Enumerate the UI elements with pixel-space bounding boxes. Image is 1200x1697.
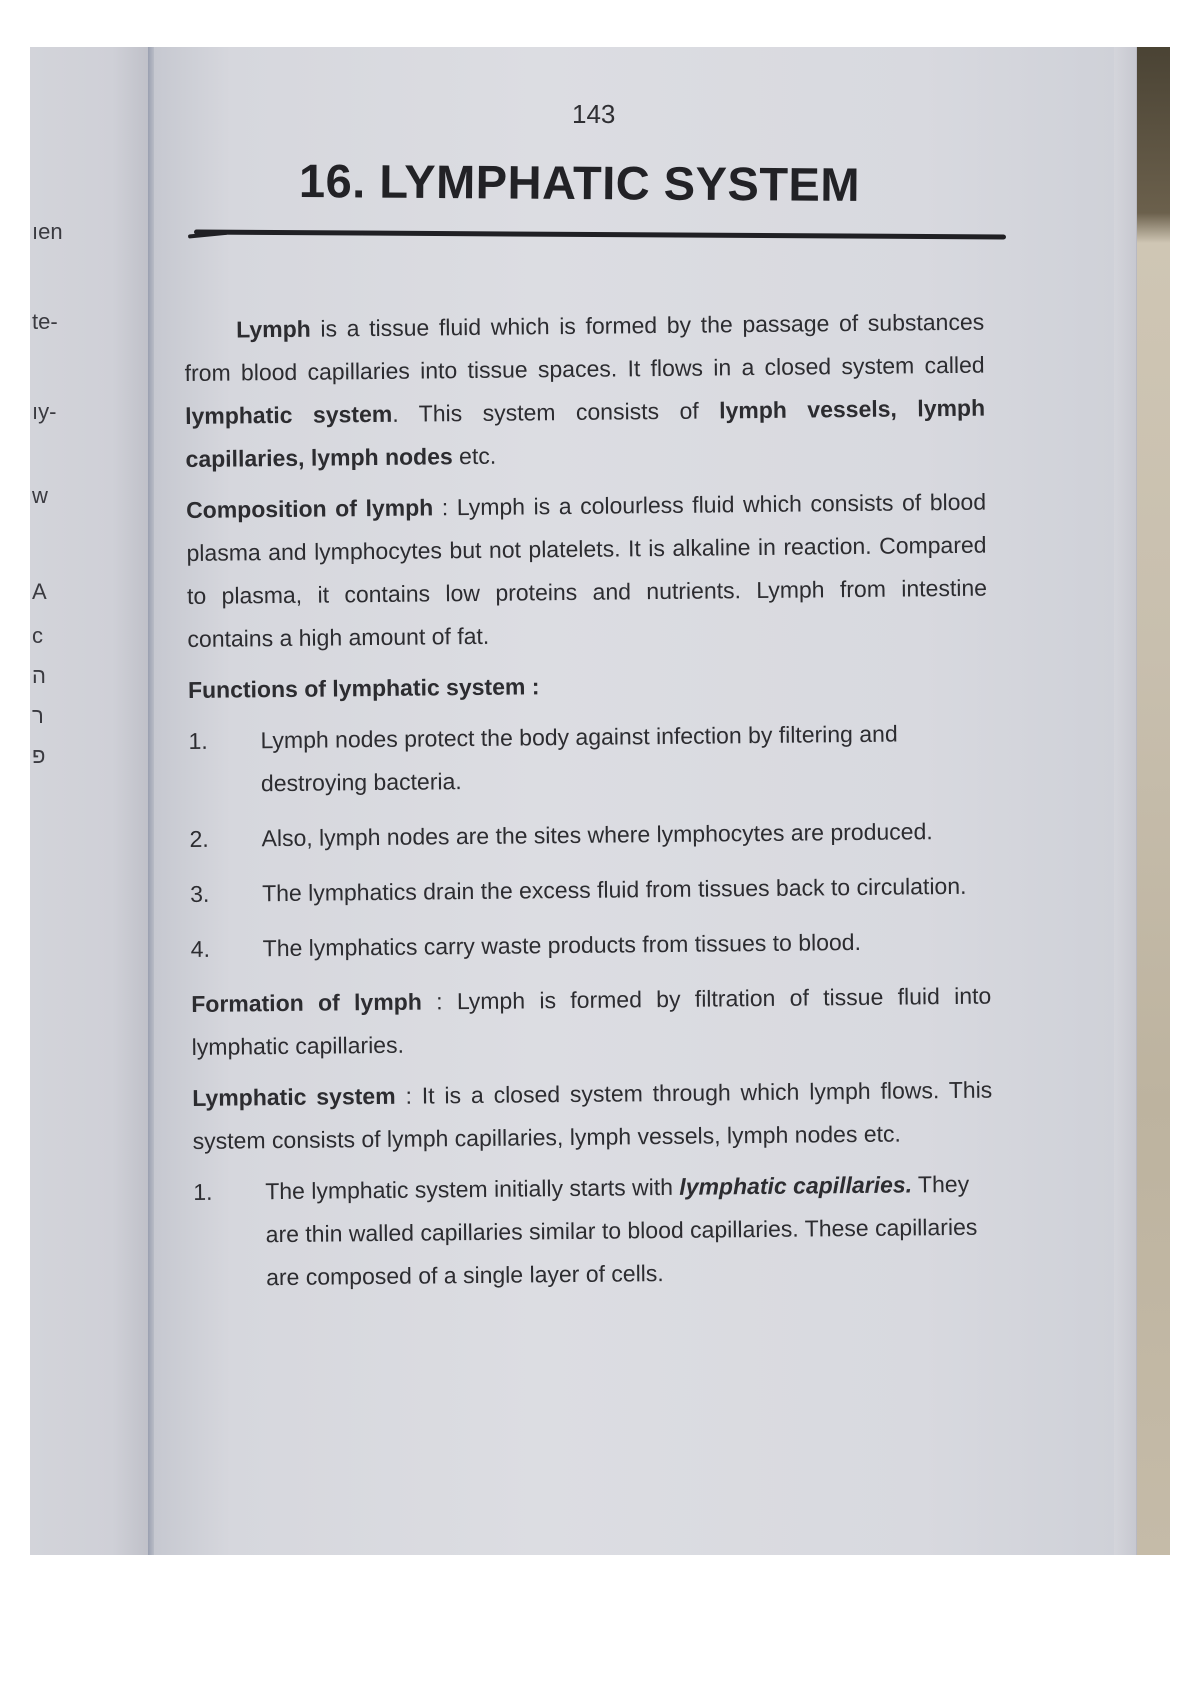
intro-term-components: lymph vessels, lymph capillaries, lymph nodes — [185, 394, 986, 472]
left-page — [30, 47, 148, 1555]
left-page-fragment: c — [32, 623, 43, 648]
intro-paragraph — [184, 301, 986, 481]
functions-list — [188, 712, 991, 971]
page-content — [184, 301, 994, 1312]
intro-text: . This system consists of — [392, 397, 720, 427]
list-item — [189, 810, 989, 861]
left-page-fragment: ה — [32, 663, 46, 688]
formation-sep: : — [421, 988, 458, 1015]
intro-text: etc. — [452, 442, 497, 470]
page-edge — [1114, 47, 1137, 1555]
list-text-emphasis: lymphatic capillaries. — [679, 1171, 913, 1200]
list-number: 4. — [190, 935, 211, 962]
chapter-title: 16. LYMPHATIC SYSTEM — [298, 154, 861, 211]
list-text — [265, 1163, 994, 1300]
list-text: Also, lymph nodes are the sites where lymphocytes are produced. — [261, 818, 933, 852]
composition-text: Lymph is a colourless fluid which consists of blood plasma and lymphocytes but not platelets. It is alkaline in reaction. Compared to plasma, it contains low proteins and nutrients. Lymph from intestine contains a high amount of fat. — [186, 488, 988, 652]
intro-term-lymphatic-system: lymphatic system — [184, 400, 393, 429]
left-page-fragment: ıen — [32, 219, 63, 244]
list-text: Lymph nodes protect the body against infection by filtering and destroying bacteria. — [260, 720, 898, 797]
left-page-fragment: ר — [32, 703, 44, 728]
list-number: 1. — [193, 1178, 213, 1205]
composition-sep: : — [433, 494, 457, 521]
list-text-post: They are thin walled capillaries similar to blood capillaries. These capillaries are composed of a single layer of cells. — [265, 1170, 978, 1291]
lymphatic-system-paragraph — [192, 1069, 993, 1163]
list-text: The lymphatics drain the excess fluid from tissues back to circulation. — [261, 872, 967, 907]
left-page-fragment: A — [32, 579, 47, 604]
list-item — [193, 1163, 994, 1300]
formation-text: Lymph is formed by filtration of tissue fluid into lymphatic capillaries. — [191, 982, 992, 1060]
list-number: 1. — [188, 727, 208, 754]
left-page-fragment: w — [32, 483, 48, 508]
list-item — [190, 865, 990, 916]
intro-term-lymph: Lymph — [236, 315, 311, 343]
list-item — [190, 920, 990, 971]
left-page-fragment: פ — [32, 743, 46, 768]
formation-label: Formation of lymph — [191, 988, 422, 1017]
book-photo — [30, 47, 1170, 1555]
list-number: 2. — [189, 825, 209, 852]
list-item — [188, 712, 989, 806]
composition-paragraph — [186, 481, 988, 661]
left-page-fragment: ıy- — [32, 399, 57, 424]
composition-label: Composition of lymph — [185, 494, 434, 523]
intro-text: is a tissue fluid which is formed by the passage of substances from blood capillaries into tissue spaces. It flows in a closed system called — [184, 308, 985, 386]
lymphatic-system-label: Lymphatic system — [192, 1082, 396, 1111]
list-text: The lymphatics carry waste products from tissues to blood. — [262, 928, 862, 962]
functions-heading: Functions of lymphatic system : — [187, 673, 540, 703]
formation-paragraph — [191, 975, 992, 1069]
title-divider — [194, 230, 1006, 240]
right-page — [154, 47, 1114, 1555]
structure-list — [193, 1163, 994, 1300]
left-page-fragment: te- — [32, 309, 58, 334]
lymphatic-system-text: It is a closed system through which lymph flows. This system consists of lymph capillaries, lymph vessels, lymph nodes etc. — [192, 1076, 993, 1154]
list-text-pre: The lymphatic system initially starts with — [265, 1173, 680, 1205]
list-number: 3. — [189, 880, 210, 907]
lymphatic-system-sep: : — [395, 1082, 422, 1109]
page-number: 143 — [572, 99, 616, 129]
